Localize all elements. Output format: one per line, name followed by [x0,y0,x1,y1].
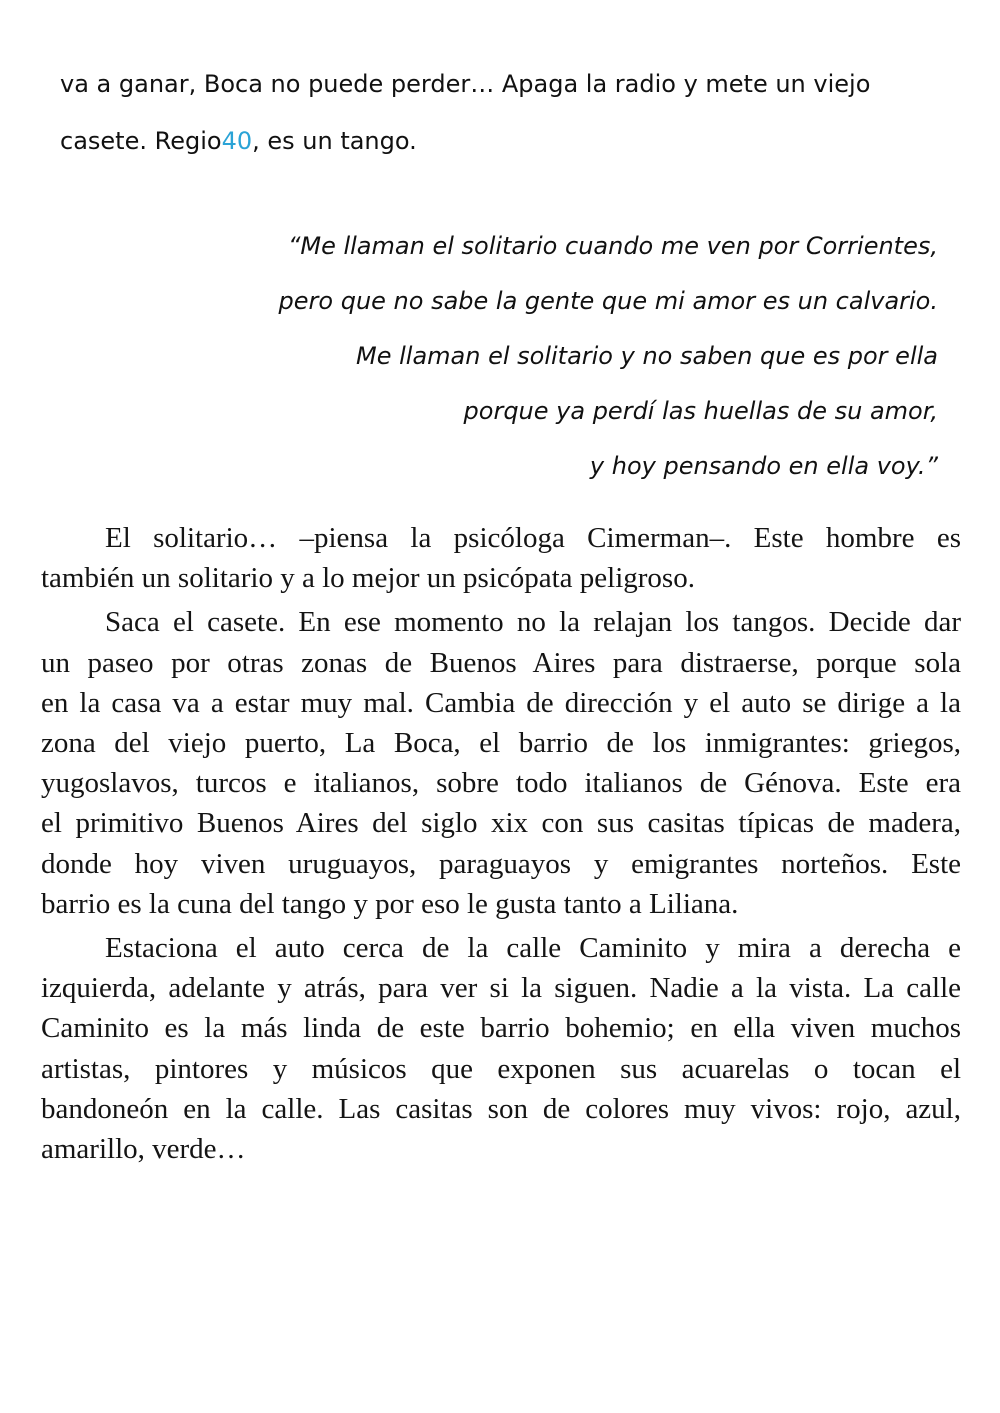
text-line: un paseo por otras zonas de Buenos Aires para distraerse, porque sola [41,646,961,679]
text-line: Estaciona el auto cerca de la calle Caminito y mira a derecha e [105,932,961,965]
text-line: amarillo, verde… [41,1133,246,1166]
text-line: yugoslavos, turcos e italianos, sobre todo italianos de Génova. Este era [41,767,961,800]
text-line: bandoneón en la calle. Las casitas son de colores muy vivos: rojo, azul, [41,1092,961,1125]
intro-line-2-start: casete. Regio [60,127,222,155]
lyric-line: Me llaman el solitario y no saben que es por ella [356,342,938,370]
text-line: artistas, pintores y músicos que exponen sus acuarelas o tocan el [41,1052,961,1085]
intro-text [60,56,940,170]
text-line: también un solitario y a lo mejor un psicópata peligroso. [41,562,695,595]
paragraph-la-boca [41,602,961,924]
paragraph-caminito [41,928,961,1169]
lyric-line: “Me llaman el solitario cuando me ven por Corrientes, [287,232,938,260]
paragraph-solitario [41,518,961,598]
footnote-reference[interactable]: 40 [221,127,253,155]
lyric-line: y hoy pensando en ella voy.” [589,452,938,480]
text-line: Caminito es la más linda de este barrio bohemio; en ella viven muchos [41,1012,961,1045]
intro-line-1: va a ganar, Boca no puede perder… Apaga la radio y mete un viejo [60,70,871,98]
tango-lyrics-quote [178,219,938,494]
text-line: zona del viejo puerto, La Boca, el barrio de los inmigrantes: griegos, [41,727,961,760]
lyric-line: porque ya perdí las huellas de su amor, [463,397,938,425]
text-line: en la casa va a estar muy mal. Cambia de dirección y el auto se dirige a la [41,686,961,719]
text-line: donde hoy viven uruguayos, paraguayos y emigrantes norteños. Este [41,847,961,880]
lyric-line: pero que no sabe la gente que mi amor es un calvario. [278,287,938,315]
text-line: barrio es la cuna del tango y por eso le gusta tanto a Liliana. [41,887,739,920]
intro-line-2-end: , es un tango. [252,127,417,155]
text-line: el primitivo Buenos Aires del siglo xix con sus casitas típicas de madera, [41,807,961,840]
text-line: El solitario… –piensa la psicóloga Cimerman–. Este hombre es [105,522,961,554]
text-line: izquierda, adelante y atrás, para ver si la siguen. Nadie a la vista. La calle [41,972,961,1005]
intro-line-2 [60,113,940,170]
narrative-text [41,518,961,1173]
text-line: Saca el casete. En ese momento no la relajan los tangos. Decide dar [105,606,961,639]
